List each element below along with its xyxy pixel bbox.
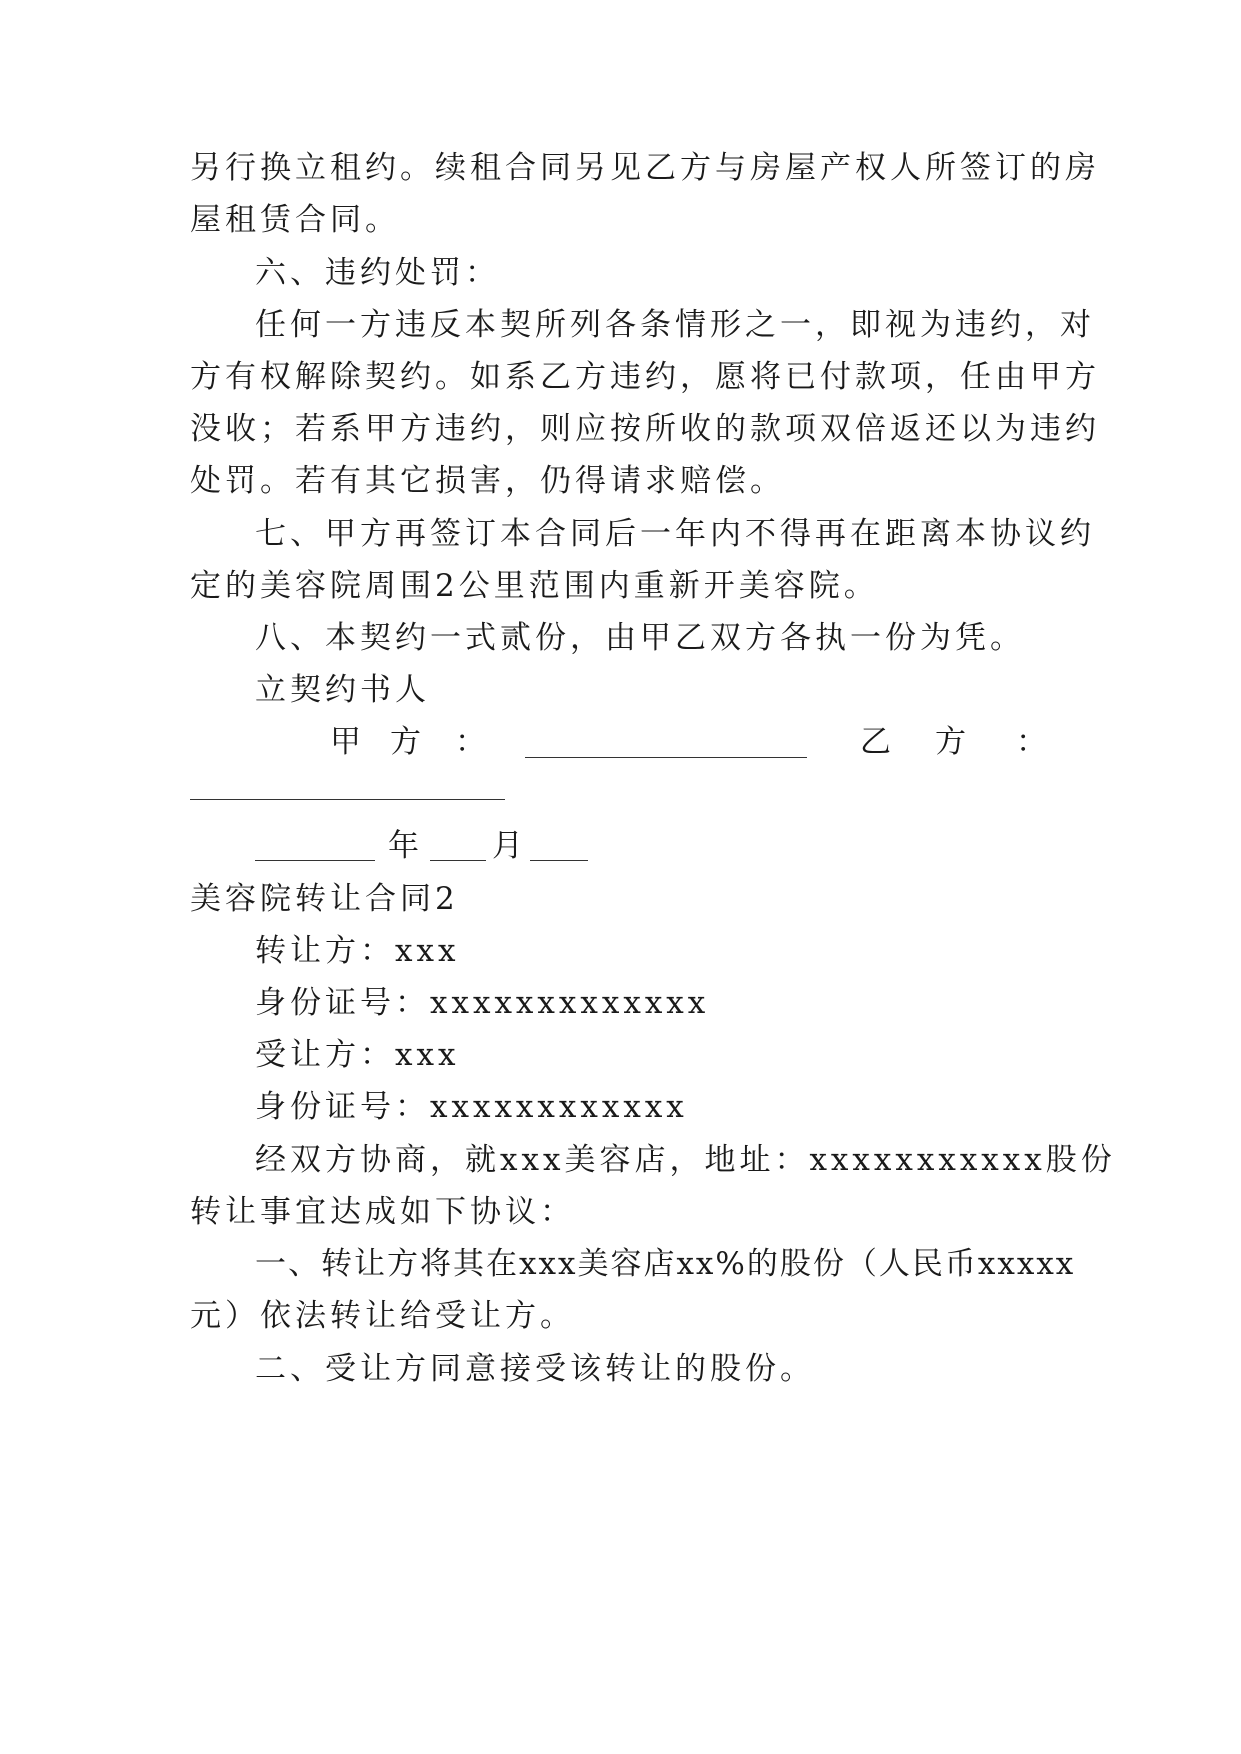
party-a-fang: 方 — [390, 724, 421, 760]
party-b-fang: 方 — [935, 724, 966, 760]
paragraph-line: 方有权解除契约。如系乙方违约，愿将已付款项，任由甲方 — [190, 359, 1100, 395]
paragraph-line: 七、甲方再签订本合同后一年内不得再在距离本协议约 — [255, 516, 1095, 552]
signatories-label: 立契约书人 — [255, 672, 430, 708]
paragraph-line: 转让事宜达成如下协议： — [190, 1194, 575, 1230]
transferor-line: 转让方：xxx — [255, 933, 460, 969]
party-a-colon: ： — [455, 724, 486, 760]
paragraph-line: 一、转让方将其在xxx美容店xx%的股份（人民币xxxxx — [255, 1246, 1076, 1282]
paragraph-line: 处罚。若有其它损害，仍得请求赔偿。 — [190, 463, 785, 499]
day-blank[interactable] — [530, 836, 588, 861]
paragraph-line: 没收；若系甲方违约，则应按所收的款项双倍返还以为违约 — [190, 411, 1100, 447]
section-heading: 六、违约处罚： — [255, 255, 500, 291]
party-b-char: 乙 — [860, 724, 891, 760]
paragraph-line: 定的美容院周围2公里范围内重新开美容院。 — [190, 568, 879, 604]
paragraph-line: 八、本契约一式贰份，由甲乙双方各执一份为凭。 — [255, 620, 1025, 656]
paragraph-line: 屋租赁合同。 — [190, 202, 400, 238]
party-a-char: 甲 — [330, 724, 361, 760]
paragraph-line: 经双方协商，就xxx美容店，地址：xxxxxxxxxxx股份 — [255, 1142, 1116, 1178]
party-b-blank[interactable] — [190, 775, 505, 800]
year-blank[interactable] — [255, 836, 375, 861]
transferee-line: 受让方：xxx — [255, 1037, 460, 1073]
party-b-colon: ： — [1016, 724, 1047, 760]
party-a-blank[interactable] — [525, 728, 807, 768]
month-label: 月 — [492, 828, 523, 864]
transferor-id-line: 身份证号：xxxxxxxxxxxxx — [255, 985, 710, 1021]
contract-title: 美容院转让合同2 — [190, 881, 459, 917]
date-line — [255, 826, 595, 866]
transferee-id-line: 身份证号：xxxxxxxxxxxx — [255, 1089, 688, 1125]
paragraph-line: 二、受让方同意接受该转让的股份。 — [255, 1351, 815, 1387]
paragraph-line: 另行换立租约。续租合同另见乙方与房屋产权人所签订的房 — [190, 150, 1100, 186]
year-label: 年 — [388, 828, 419, 864]
month-blank[interactable] — [430, 836, 486, 861]
paragraph-line: 元）依法转让给受让方。 — [190, 1298, 575, 1334]
paragraph-line: 任何一方违反本契所列各条情形之一，即视为违约，对 — [255, 307, 1095, 343]
